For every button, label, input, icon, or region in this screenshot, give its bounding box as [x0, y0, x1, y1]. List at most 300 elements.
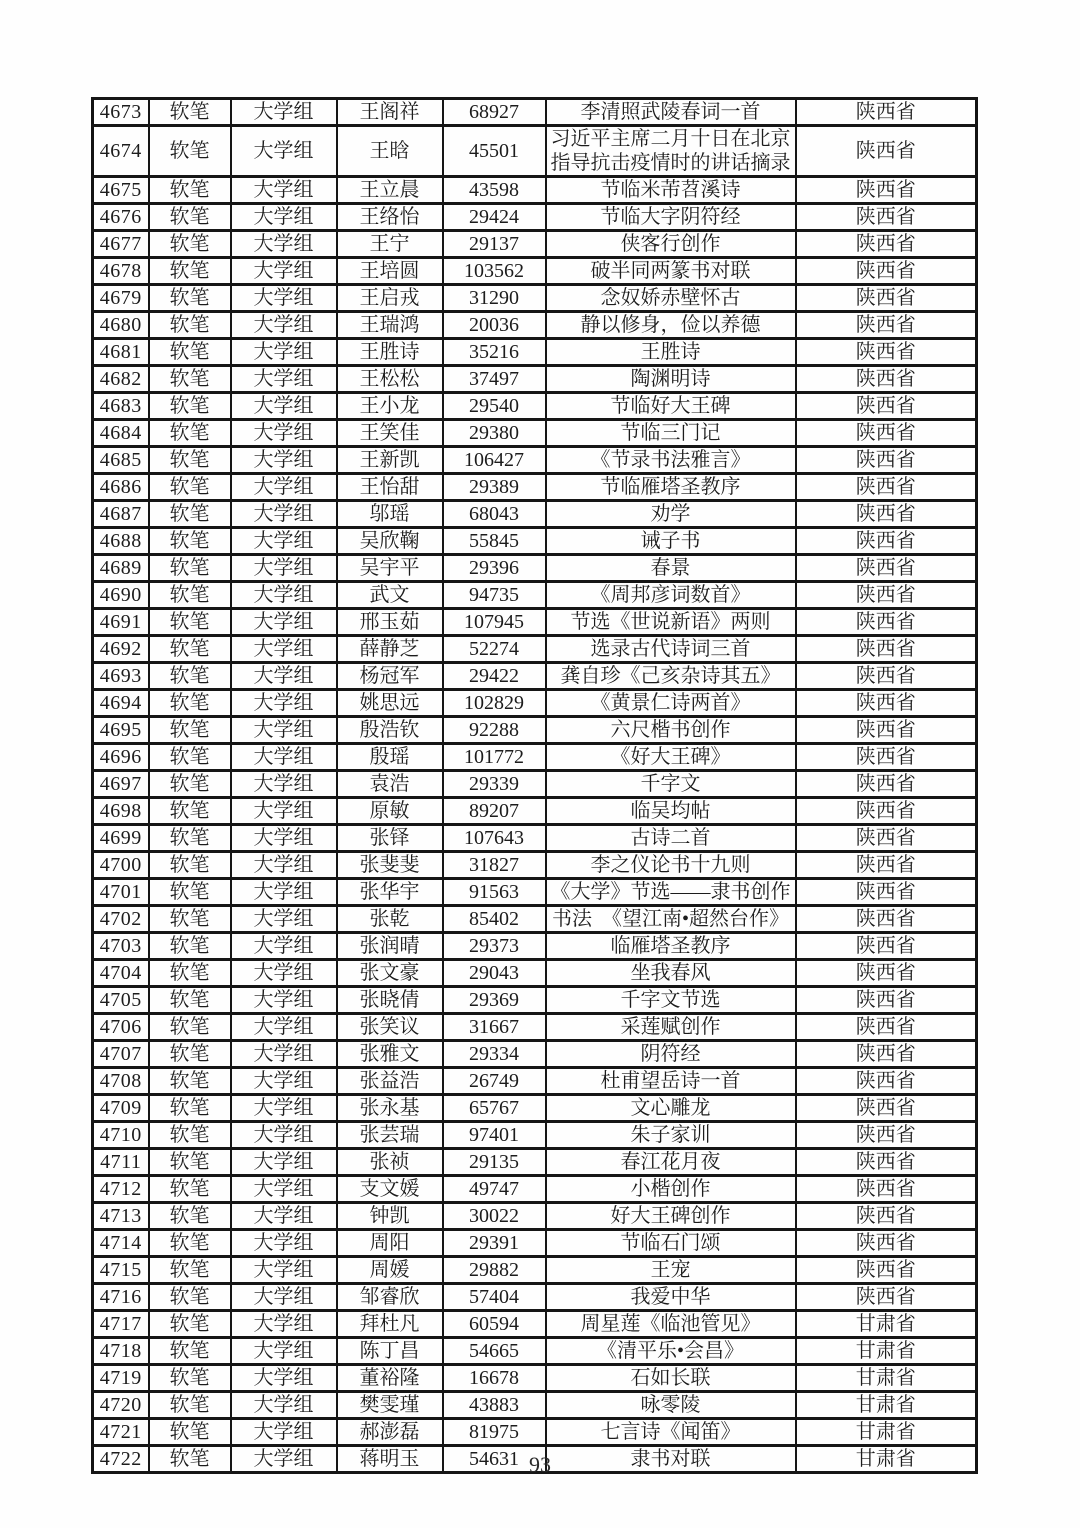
cell-entry-id: 4683 — [93, 393, 149, 420]
cell-work-title: 书法 《望江南•超然台作》 — [546, 906, 796, 933]
cell-pen-type: 软笔 — [149, 1392, 231, 1419]
cell-entry-id: 4675 — [93, 177, 149, 204]
cell-contestant-name: 张祯 — [337, 1149, 443, 1176]
cell-entry-id: 4695 — [93, 717, 149, 744]
cell-contestant-name: 拜杜凡 — [337, 1311, 443, 1338]
cell-contestant-name: 张华宇 — [337, 879, 443, 906]
cell-entry-number: 29380 — [443, 420, 546, 447]
cell-pen-type: 软笔 — [149, 1014, 231, 1041]
page-number: 93 — [529, 1452, 551, 1477]
cell-work-title: 《好大王碑》 — [546, 744, 796, 771]
cell-work-title: 《节录书法雅言》 — [546, 447, 796, 474]
cell-work-title: 王胜诗 — [546, 339, 796, 366]
cell-pen-type: 软笔 — [149, 231, 231, 258]
cell-province: 甘肃省 — [796, 1365, 977, 1392]
cell-group: 大学组 — [231, 582, 337, 609]
cell-entry-number: 29391 — [443, 1230, 546, 1257]
cell-entry-id: 4696 — [93, 744, 149, 771]
cell-contestant-name: 王小龙 — [337, 393, 443, 420]
cell-entry-number: 52274 — [443, 636, 546, 663]
cell-pen-type: 软笔 — [149, 312, 231, 339]
cell-contestant-name: 周阳 — [337, 1230, 443, 1257]
cell-entry-number: 106427 — [443, 447, 546, 474]
table-row — [93, 960, 977, 987]
cell-entry-number: 43883 — [443, 1392, 546, 1419]
cell-pen-type: 软笔 — [149, 366, 231, 393]
cell-pen-type: 软笔 — [149, 474, 231, 501]
cell-contestant-name: 张乾 — [337, 906, 443, 933]
cell-pen-type: 软笔 — [149, 1176, 231, 1203]
cell-contestant-name: 周媛 — [337, 1257, 443, 1284]
cell-province: 陕西省 — [796, 1176, 977, 1203]
cell-province: 陕西省 — [796, 1068, 977, 1095]
cell-pen-type: 软笔 — [149, 771, 231, 798]
cell-work-title: 破半同两篆书对联 — [546, 258, 796, 285]
cell-entry-id: 4705 — [93, 987, 149, 1014]
cell-group: 大学组 — [231, 231, 337, 258]
cell-work-title: 《清平乐•会昌》 — [546, 1338, 796, 1365]
table-row — [93, 1365, 977, 1392]
cell-province: 陕西省 — [796, 717, 977, 744]
cell-group: 大学组 — [231, 1149, 337, 1176]
cell-work-title: 《大学》节选——隶书创作 — [546, 879, 796, 906]
cell-province: 陕西省 — [796, 798, 977, 825]
cell-province: 陕西省 — [796, 285, 977, 312]
cell-province: 陕西省 — [796, 339, 977, 366]
cell-entry-number: 35216 — [443, 339, 546, 366]
cell-province: 陕西省 — [796, 1257, 977, 1284]
cell-group: 大学组 — [231, 906, 337, 933]
cell-group: 大学组 — [231, 1392, 337, 1419]
cell-work-title: 节临好大王碑 — [546, 393, 796, 420]
cell-pen-type: 软笔 — [149, 99, 231, 126]
cell-pen-type: 软笔 — [149, 1203, 231, 1230]
table-row — [93, 1311, 977, 1338]
cell-work-title: 小楷创作 — [546, 1176, 796, 1203]
cell-entry-number: 29389 — [443, 474, 546, 501]
cell-work-title: 朱子家训 — [546, 1122, 796, 1149]
cell-pen-type: 软笔 — [149, 717, 231, 744]
cell-group: 大学组 — [231, 555, 337, 582]
cell-pen-type: 软笔 — [149, 636, 231, 663]
cell-group: 大学组 — [231, 204, 337, 231]
cell-entry-id: 4689 — [93, 555, 149, 582]
table-row — [93, 204, 977, 231]
cell-pen-type: 软笔 — [149, 1365, 231, 1392]
cell-group: 大学组 — [231, 1122, 337, 1149]
cell-work-title: 节临雁塔圣教序 — [546, 474, 796, 501]
table-row — [93, 528, 977, 555]
cell-province: 陕西省 — [796, 1122, 977, 1149]
cell-pen-type: 软笔 — [149, 690, 231, 717]
cell-group: 大学组 — [231, 717, 337, 744]
cell-work-title: 周星莲《临池管见》 — [546, 1311, 796, 1338]
cell-entry-number: 102829 — [443, 690, 546, 717]
cell-entry-number: 54665 — [443, 1338, 546, 1365]
cell-pen-type: 软笔 — [149, 204, 231, 231]
table-row — [93, 393, 977, 420]
cell-group: 大学组 — [231, 879, 337, 906]
cell-contestant-name: 张文豪 — [337, 960, 443, 987]
cell-group: 大学组 — [231, 852, 337, 879]
cell-contestant-name: 王培圆 — [337, 258, 443, 285]
cell-province: 陕西省 — [796, 906, 977, 933]
cell-entry-id: 4704 — [93, 960, 149, 987]
cell-entry-number: 107945 — [443, 609, 546, 636]
cell-contestant-name: 姚思远 — [337, 690, 443, 717]
cell-group: 大学组 — [231, 177, 337, 204]
cell-work-title: 采莲赋创作 — [546, 1014, 796, 1041]
cell-entry-number: 54631 — [443, 1446, 546, 1473]
cell-province: 甘肃省 — [796, 1446, 977, 1473]
cell-entry-number: 29882 — [443, 1257, 546, 1284]
cell-entry-number: 57404 — [443, 1284, 546, 1311]
cell-entry-number: 55845 — [443, 528, 546, 555]
cell-pen-type: 软笔 — [149, 1230, 231, 1257]
cell-province: 陕西省 — [796, 204, 977, 231]
cell-province: 甘肃省 — [796, 1392, 977, 1419]
table-row — [93, 285, 977, 312]
table-row — [93, 312, 977, 339]
cell-pen-type: 软笔 — [149, 447, 231, 474]
cell-work-title: 阴符经 — [546, 1041, 796, 1068]
cell-work-title: 诫子书 — [546, 528, 796, 555]
cell-work-title: 选录古代诗词三首 — [546, 636, 796, 663]
cell-pen-type: 软笔 — [149, 126, 231, 177]
cell-contestant-name: 王怡甜 — [337, 474, 443, 501]
cell-entry-id: 4711 — [93, 1149, 149, 1176]
cell-entry-number: 85402 — [443, 906, 546, 933]
cell-group: 大学组 — [231, 474, 337, 501]
cell-province: 陕西省 — [796, 126, 977, 177]
cell-work-title: 咏零陵 — [546, 1392, 796, 1419]
cell-work-title: 六尺楷书创作 — [546, 717, 796, 744]
cell-contestant-name: 王络怡 — [337, 204, 443, 231]
cell-province: 甘肃省 — [796, 1311, 977, 1338]
cell-work-title: 侠客行创作 — [546, 231, 796, 258]
cell-entry-number: 68043 — [443, 501, 546, 528]
cell-contestant-name: 殷浩钦 — [337, 717, 443, 744]
cell-pen-type: 软笔 — [149, 933, 231, 960]
cell-work-title: 文心雕龙 — [546, 1095, 796, 1122]
cell-contestant-name: 武文 — [337, 582, 443, 609]
cell-province: 陕西省 — [796, 987, 977, 1014]
cell-province: 陕西省 — [796, 1095, 977, 1122]
cell-entry-id: 4702 — [93, 906, 149, 933]
cell-work-title: 杜甫望岳诗一首 — [546, 1068, 796, 1095]
cell-work-title: 千字文节选 — [546, 987, 796, 1014]
table-row — [93, 636, 977, 663]
cell-entry-id: 4691 — [93, 609, 149, 636]
table-row — [93, 1419, 977, 1446]
cell-province: 陕西省 — [796, 447, 977, 474]
cell-entry-number: 30022 — [443, 1203, 546, 1230]
cell-entry-number: 20036 — [443, 312, 546, 339]
cell-work-title: 陶渊明诗 — [546, 366, 796, 393]
table-row — [93, 1392, 977, 1419]
cell-entry-id: 4690 — [93, 582, 149, 609]
table-row — [93, 1284, 977, 1311]
cell-entry-number: 81975 — [443, 1419, 546, 1446]
cell-contestant-name: 王宁 — [337, 231, 443, 258]
cell-contestant-name: 樊雯瑾 — [337, 1392, 443, 1419]
cell-pen-type: 软笔 — [149, 501, 231, 528]
table-row — [93, 1176, 977, 1203]
table-row — [93, 1068, 977, 1095]
cell-entry-id: 4706 — [93, 1014, 149, 1041]
cell-pen-type: 软笔 — [149, 798, 231, 825]
cell-entry-id: 4717 — [93, 1311, 149, 1338]
cell-work-title: 王宠 — [546, 1257, 796, 1284]
cell-entry-id: 4721 — [93, 1419, 149, 1446]
cell-work-title: 七言诗《闻笛》 — [546, 1419, 796, 1446]
cell-entry-number: 37497 — [443, 366, 546, 393]
cell-work-title: 春景 — [546, 555, 796, 582]
cell-contestant-name: 蒋明玉 — [337, 1446, 443, 1473]
cell-group: 大学组 — [231, 1338, 337, 1365]
cell-entry-id: 4720 — [93, 1392, 149, 1419]
cell-group: 大学组 — [231, 1257, 337, 1284]
cell-entry-id: 4710 — [93, 1122, 149, 1149]
cell-group: 大学组 — [231, 1014, 337, 1041]
cell-contestant-name: 原敏 — [337, 798, 443, 825]
cell-province: 甘肃省 — [796, 1338, 977, 1365]
cell-group: 大学组 — [231, 1419, 337, 1446]
cell-contestant-name: 张斐斐 — [337, 852, 443, 879]
cell-entry-number: 92288 — [443, 717, 546, 744]
cell-entry-id: 4687 — [93, 501, 149, 528]
table-row — [93, 582, 977, 609]
table-row — [93, 798, 977, 825]
cell-group: 大学组 — [231, 960, 337, 987]
cell-group: 大学组 — [231, 285, 337, 312]
cell-pen-type: 软笔 — [149, 1446, 231, 1473]
cell-contestant-name: 王晗 — [337, 126, 443, 177]
cell-pen-type: 软笔 — [149, 1419, 231, 1446]
cell-entry-number: 26749 — [443, 1068, 546, 1095]
cell-work-title: 劝学 — [546, 501, 796, 528]
cell-contestant-name: 郝澎磊 — [337, 1419, 443, 1446]
cell-contestant-name: 薛静芝 — [337, 636, 443, 663]
cell-province: 陕西省 — [796, 312, 977, 339]
cell-entry-number: 97401 — [443, 1122, 546, 1149]
cell-pen-type: 软笔 — [149, 1095, 231, 1122]
cell-group: 大学组 — [231, 1311, 337, 1338]
cell-entry-id: 4700 — [93, 852, 149, 879]
results-table — [91, 97, 978, 1474]
cell-entry-id: 4701 — [93, 879, 149, 906]
cell-province: 陕西省 — [796, 771, 977, 798]
cell-contestant-name: 吴宇平 — [337, 555, 443, 582]
cell-pen-type: 软笔 — [149, 582, 231, 609]
cell-contestant-name: 陈丁昌 — [337, 1338, 443, 1365]
cell-pen-type: 软笔 — [149, 852, 231, 879]
cell-entry-number: 29424 — [443, 204, 546, 231]
cell-entry-id: 4681 — [93, 339, 149, 366]
cell-work-title: 古诗二首 — [546, 825, 796, 852]
cell-entry-number: 45501 — [443, 126, 546, 177]
table-row — [93, 1203, 977, 1230]
cell-work-title: 李之仪论书十九则 — [546, 852, 796, 879]
cell-entry-id: 4703 — [93, 933, 149, 960]
cell-entry-id: 4719 — [93, 1365, 149, 1392]
table-row — [93, 663, 977, 690]
cell-pen-type: 软笔 — [149, 1041, 231, 1068]
cell-entry-id: 4688 — [93, 528, 149, 555]
cell-group: 大学组 — [231, 447, 337, 474]
cell-entry-id: 4709 — [93, 1095, 149, 1122]
cell-work-title: 念奴娇赤壁怀古 — [546, 285, 796, 312]
cell-entry-number: 107643 — [443, 825, 546, 852]
cell-pen-type: 软笔 — [149, 285, 231, 312]
cell-entry-id: 4708 — [93, 1068, 149, 1095]
cell-group: 大学组 — [231, 258, 337, 285]
cell-entry-number: 16678 — [443, 1365, 546, 1392]
cell-work-title: 《黄景仁诗两首》 — [546, 690, 796, 717]
cell-group: 大学组 — [231, 1041, 337, 1068]
cell-province: 陕西省 — [796, 609, 977, 636]
cell-entry-number: 89207 — [443, 798, 546, 825]
cell-province: 陕西省 — [796, 99, 977, 126]
cell-contestant-name: 邬瑶 — [337, 501, 443, 528]
cell-entry-id: 4682 — [93, 366, 149, 393]
cell-contestant-name: 张雅文 — [337, 1041, 443, 1068]
cell-pen-type: 软笔 — [149, 555, 231, 582]
cell-province: 陕西省 — [796, 582, 977, 609]
cell-province: 陕西省 — [796, 663, 977, 690]
table-row — [93, 177, 977, 204]
cell-entry-id: 4686 — [93, 474, 149, 501]
cell-entry-id: 4678 — [93, 258, 149, 285]
cell-pen-type: 软笔 — [149, 258, 231, 285]
cell-pen-type: 软笔 — [149, 906, 231, 933]
table-row — [93, 339, 977, 366]
cell-pen-type: 软笔 — [149, 393, 231, 420]
cell-pen-type: 软笔 — [149, 960, 231, 987]
cell-pen-type: 软笔 — [149, 609, 231, 636]
cell-contestant-name: 邹睿欣 — [337, 1284, 443, 1311]
cell-work-title: 节临大字阴符经 — [546, 204, 796, 231]
cell-work-title: 龚自珍《己亥杂诗其五》 — [546, 663, 796, 690]
cell-work-title: 节临米芾苕溪诗 — [546, 177, 796, 204]
cell-group: 大学组 — [231, 771, 337, 798]
cell-province: 陕西省 — [796, 1203, 977, 1230]
table-row — [93, 609, 977, 636]
cell-province: 陕西省 — [796, 177, 977, 204]
cell-entry-id: 4679 — [93, 285, 149, 312]
cell-contestant-name: 殷瑶 — [337, 744, 443, 771]
cell-province: 陕西省 — [796, 474, 977, 501]
cell-work-title: 《周邦彦词数首》 — [546, 582, 796, 609]
cell-group: 大学组 — [231, 99, 337, 126]
cell-group: 大学组 — [231, 1230, 337, 1257]
cell-entry-number: 29396 — [443, 555, 546, 582]
cell-entry-number: 29373 — [443, 933, 546, 960]
cell-group: 大学组 — [231, 420, 337, 447]
cell-province: 陕西省 — [796, 744, 977, 771]
cell-group: 大学组 — [231, 663, 337, 690]
cell-contestant-name: 王新凯 — [337, 447, 443, 474]
cell-work-title: 静以修身，俭以养德 — [546, 312, 796, 339]
cell-province: 陕西省 — [796, 501, 977, 528]
cell-contestant-name: 王松松 — [337, 366, 443, 393]
cell-province: 陕西省 — [796, 258, 977, 285]
cell-province: 陕西省 — [796, 1149, 977, 1176]
cell-work-title: 节选《世说新语》两则 — [546, 609, 796, 636]
table-row — [93, 771, 977, 798]
cell-work-title: 隶书对联 — [546, 1446, 796, 1473]
cell-work-title: 习近平主席二月十日在北京指导抗击疫情时的讲话摘录 — [546, 126, 796, 177]
cell-pen-type: 软笔 — [149, 1149, 231, 1176]
cell-work-title: 节临石门颂 — [546, 1230, 796, 1257]
cell-work-title: 我爱中华 — [546, 1284, 796, 1311]
table-row — [93, 447, 977, 474]
cell-entry-number: 29540 — [443, 393, 546, 420]
cell-group: 大学组 — [231, 126, 337, 177]
table-row — [93, 366, 977, 393]
table-row — [93, 1149, 977, 1176]
cell-entry-id: 4693 — [93, 663, 149, 690]
cell-contestant-name: 吴欣鞠 — [337, 528, 443, 555]
cell-entry-number: 31290 — [443, 285, 546, 312]
cell-contestant-name: 王阁祥 — [337, 99, 443, 126]
table-row — [93, 717, 977, 744]
cell-entry-id: 4713 — [93, 1203, 149, 1230]
cell-province: 陕西省 — [796, 636, 977, 663]
cell-group: 大学组 — [231, 744, 337, 771]
cell-province: 陕西省 — [796, 528, 977, 555]
cell-province: 陕西省 — [796, 555, 977, 582]
cell-contestant-name: 董裕隆 — [337, 1365, 443, 1392]
cell-entry-number: 31827 — [443, 852, 546, 879]
cell-province: 甘肃省 — [796, 1419, 977, 1446]
cell-group: 大学组 — [231, 1095, 337, 1122]
cell-work-title: 坐我春风 — [546, 960, 796, 987]
cell-group: 大学组 — [231, 609, 337, 636]
cell-entry-id: 4716 — [93, 1284, 149, 1311]
cell-group: 大学组 — [231, 798, 337, 825]
cell-contestant-name: 张益浩 — [337, 1068, 443, 1095]
cell-entry-number: 49747 — [443, 1176, 546, 1203]
cell-contestant-name: 王立晨 — [337, 177, 443, 204]
cell-entry-number: 29334 — [443, 1041, 546, 1068]
cell-pen-type: 软笔 — [149, 879, 231, 906]
cell-group: 大学组 — [231, 528, 337, 555]
cell-entry-number: 103562 — [443, 258, 546, 285]
cell-pen-type: 软笔 — [149, 1338, 231, 1365]
cell-group: 大学组 — [231, 501, 337, 528]
cell-entry-number: 43598 — [443, 177, 546, 204]
cell-group: 大学组 — [231, 1203, 337, 1230]
table-row — [93, 1257, 977, 1284]
table-row — [93, 852, 977, 879]
cell-pen-type: 软笔 — [149, 744, 231, 771]
table-row — [93, 744, 977, 771]
table-row — [93, 126, 977, 177]
cell-contestant-name: 王笑佳 — [337, 420, 443, 447]
cell-contestant-name: 支文媛 — [337, 1176, 443, 1203]
cell-entry-id: 4698 — [93, 798, 149, 825]
cell-entry-number: 29043 — [443, 960, 546, 987]
table-row — [93, 987, 977, 1014]
cell-entry-number: 29339 — [443, 771, 546, 798]
table-row — [93, 474, 977, 501]
cell-province: 陕西省 — [796, 1230, 977, 1257]
cell-pen-type: 软笔 — [149, 420, 231, 447]
cell-contestant-name: 钟凯 — [337, 1203, 443, 1230]
table-row — [93, 231, 977, 258]
cell-pen-type: 软笔 — [149, 1284, 231, 1311]
